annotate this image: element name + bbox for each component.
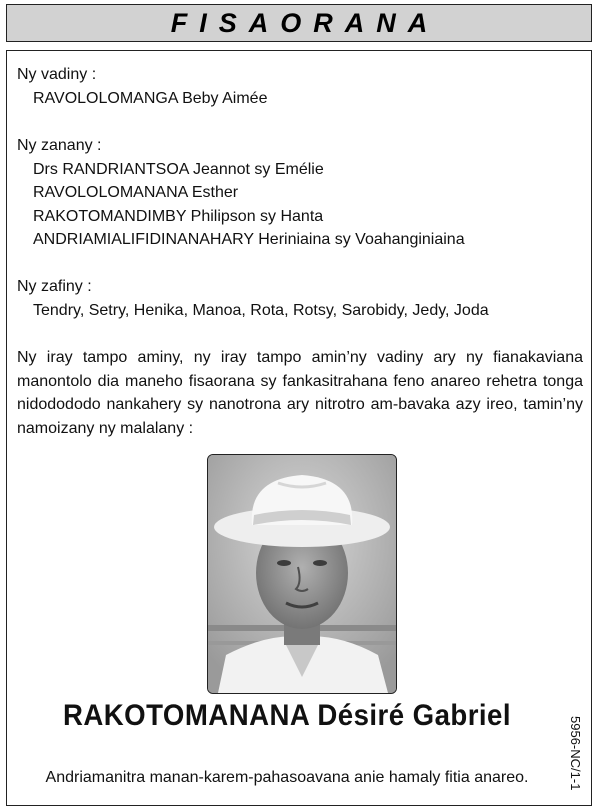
notice-header: [6, 4, 592, 42]
zafiny-names: Tendry, Setry, Henika, Manoa, Rota, Rotsy, Sarobidy, Jedy, Joda: [33, 301, 489, 319]
zanany-name: RAVOLOLOMANANA Esther: [33, 184, 239, 201]
zafiny-label: Ny zafiny :: [17, 278, 92, 295]
reference-code: 5956-NC/1-1: [568, 716, 583, 791]
zanany-name: ANDRIAMIALIFIDINANAHARY Heriniaina sy Voahanginiaina: [33, 231, 465, 248]
zanany-section: [17, 134, 465, 252]
zanany-name: Drs RANDRIANTSOA Jeannot sy Emélie: [33, 160, 324, 178]
zanany-name: RAKOTOMANDIMBY Philipson sy Hanta: [33, 207, 324, 225]
vadiny-label: Ny vadiny :: [17, 66, 97, 83]
vadiny-name: RAVOLOLOMANGA Beby Aimée: [33, 89, 268, 107]
vadiny-section: [17, 63, 267, 110]
deceased-photo: [207, 454, 397, 694]
zanany-label: Ny zanany :: [17, 137, 102, 154]
message-paragraph: Ny iray tampo aminy, ny iray tampo amin’ny vadiny ary ny fianakaviana manontolo dia maneho fisaorana sy fankasitrahana feno anareo rehetra tonga nidodododo nankahery sy nanotrona ary nitrotro am-bavaka azy ireo, tamin’ny namoizany ny malalany :: [17, 349, 583, 437]
notice-frame: [6, 50, 592, 806]
closing-text: Andriamanitra manan-karem-pahasoavana anie hamaly fitia anareo.: [45, 769, 529, 786]
header-title: FISAORANA: [170, 7, 440, 38]
deceased-name: RAKOTOMANANA Désiré Gabriel: [63, 699, 511, 732]
zafiny-section: [17, 275, 489, 322]
